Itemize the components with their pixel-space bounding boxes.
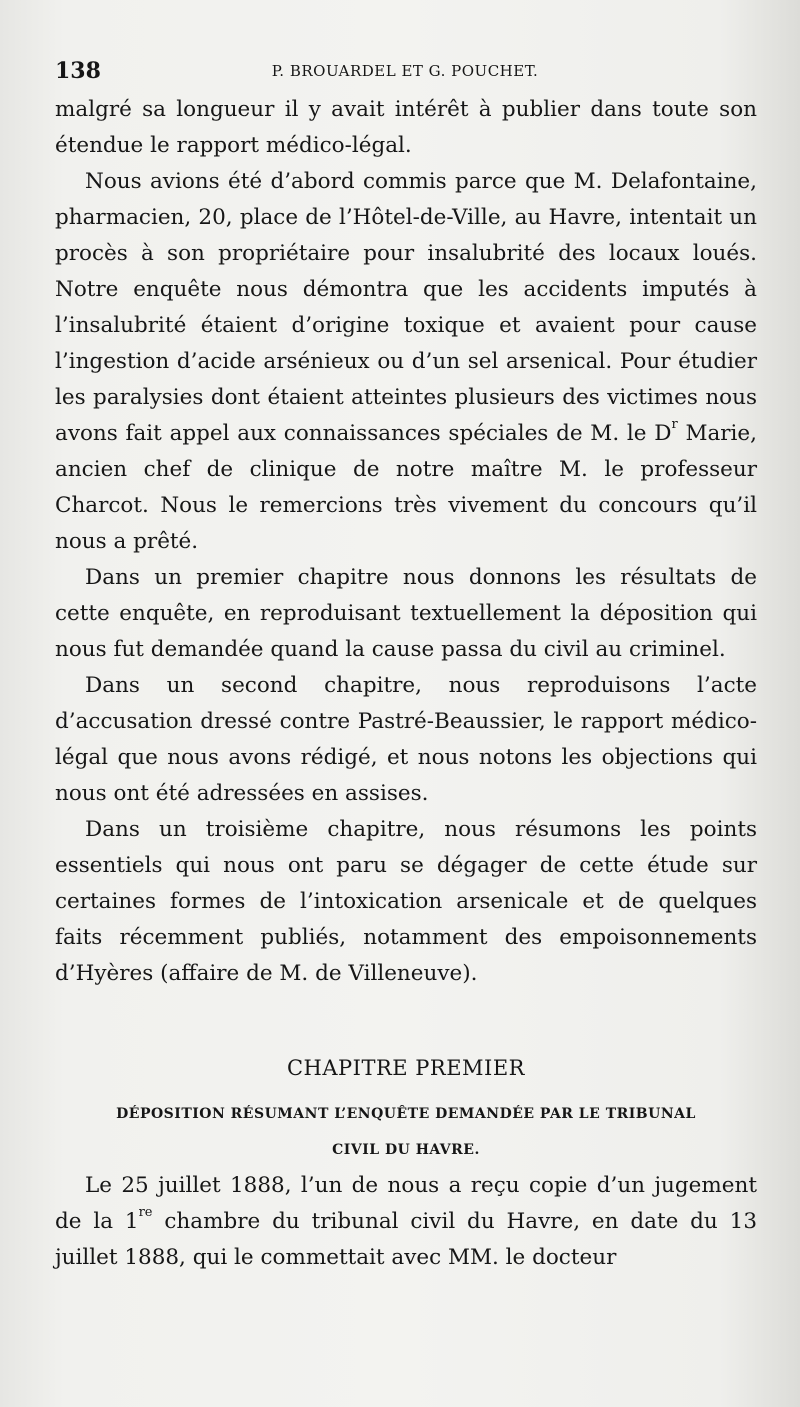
chapter-title: CHAPITRE PREMIER xyxy=(286,1056,525,1080)
superscript-r: r xyxy=(671,417,678,432)
paragraph-continuation: malgré sa longueur il y avait intérêt à publier dans toute son étendue le rapport médico-légal. xyxy=(55,97,757,158)
chapter-subtitle-line1: DÉPOSITION RÉSUMANT L’ENQUÊTE DEMANDÉE PAR LE TRIBUNAL xyxy=(116,1106,696,1122)
page-header xyxy=(55,56,755,86)
paragraph-judgment xyxy=(55,1168,757,1276)
paragraph-second-chapter: Dans un second chapitre, nous reproduisons l’acte d’accusation dressé contre Pastré-Beaussier, le rapport médico-légal que nous avons rédigé, et nous notons les objections qui nous ont été adressées en assises. xyxy=(55,673,757,806)
chapter-subtitle xyxy=(55,1096,757,1168)
running-head: P. BROUARDEL ET G. POUCHET. xyxy=(271,62,539,80)
paragraph-commission-text: Nous avions été d’abord commis parce que M. Delafontaine, pharmacien, 20, place de l’Hôtel-de-Ville, au Havre, intentait un procès à son propriétaire pour insalubrité des locaux loués. Notre enquête nous démontra que les accidents imputés à l’insalubrité étaient d’origine toxique et avaient pour cause l’ingestion d’acide arsénieux ou d’un sel arsenical. Pour étudier les paralysies dont étaient atteintes plusieurs des victimes nous avons fait appel aux connaissances spéciales de M. le D xyxy=(55,169,757,446)
paragraph-third-chapter: Dans un troisième chapitre, nous résumons les points essentiels qui nous ont paru se dégager de cette étude sur certaines formes de l’intoxication arsenicale et de quelques faits récemment publiés, notamment des empoisonnements d’Hyères (affaire de M. de Villeneuve). xyxy=(55,817,757,986)
paragraph-commission-text-end: Marie, ancien chef de clinique de notre maître M. le professeur Charcot. Nous le remercions très vivement du concours qu’il nous a prêté. xyxy=(55,421,757,554)
chapter-subtitle-line2: CIVIL DU HAVRE. xyxy=(332,1142,480,1158)
page-number: 138 xyxy=(55,58,101,84)
paragraph-first-chapter: Dans un premier chapitre nous donnons les résultats de cette enquête, en reproduisant textuellement la déposition qui nous fut demandée quand la cause passa du civil au criminel. xyxy=(55,565,757,662)
paragraph-judgment-text: Le 25 juillet 1888, l’un de nous a reçu copie d’un jugement de la 1 xyxy=(55,1173,757,1234)
paragraph-judgment-text-end: chambre du tribunal civil du Havre, en date du 13 juillet 1888, qui le commettait avec MM. le docteur xyxy=(55,1209,758,1270)
body-text xyxy=(55,92,757,1276)
superscript-re: re xyxy=(138,1205,153,1220)
paragraph-commission xyxy=(55,164,757,560)
